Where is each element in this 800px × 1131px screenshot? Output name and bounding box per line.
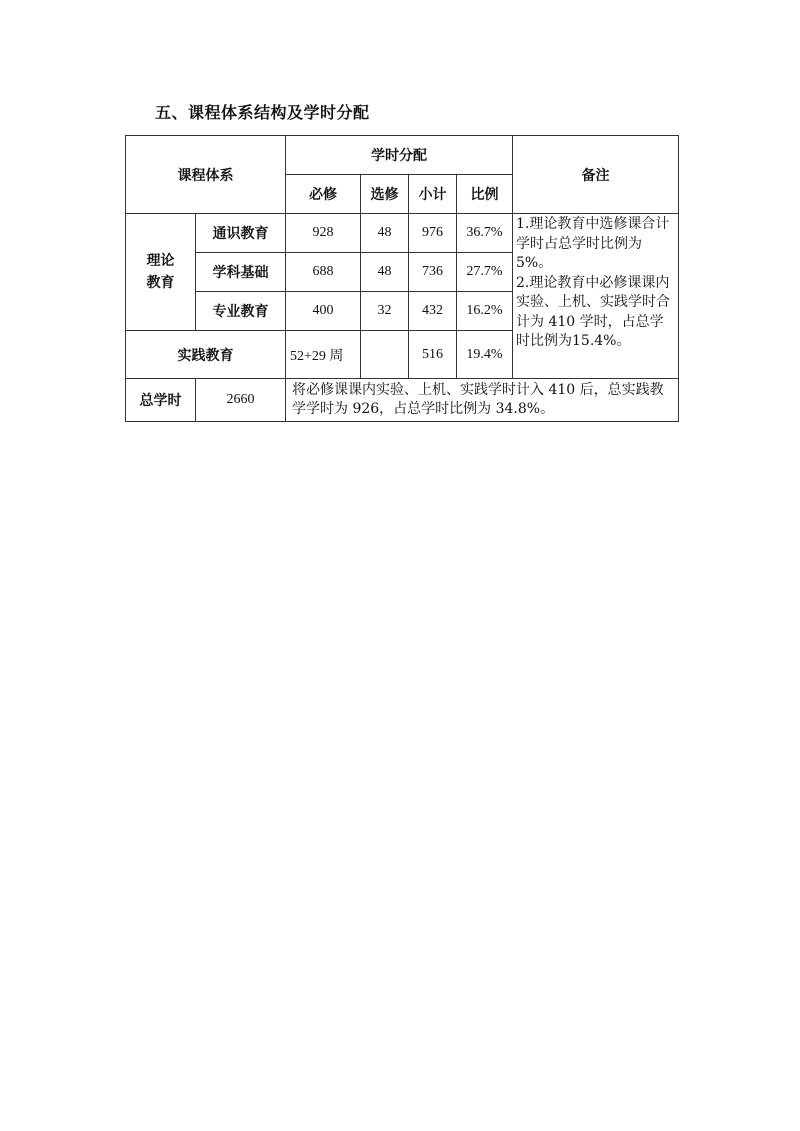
required-header: 必修 <box>286 175 361 214</box>
subtotal-cell: 432 <box>409 292 457 331</box>
hours-allocation-table <box>125 135 679 422</box>
ratio-cell: 36.7% <box>457 214 513 253</box>
practice-ratio: 19.4% <box>457 331 513 379</box>
section-title: 五、课程体系结构及学时分配 <box>155 103 370 122</box>
total-note: 将必修课课内实验、上机、实践学时计入 410 后，总实践教学学时为 926，占总学时比例为 34.8%。 <box>286 379 679 422</box>
total-label: 总学时 <box>126 379 196 422</box>
remark-note-2: 2.理论教育中必修课课内实验、上机、实践学时合计为 410 学时，占总学时比例为15.4%。 <box>516 274 670 349</box>
remark-note-1: 1.理论教育中选修课合计学时占总学时比例为 5%。 <box>516 216 670 271</box>
row-name: 通识教育 <box>196 214 286 253</box>
subtotal-header: 小计 <box>409 175 457 214</box>
table-row <box>126 214 679 253</box>
elective-cell: 48 <box>361 214 409 253</box>
ratio-cell: 27.7% <box>457 253 513 292</box>
theory-group-line2: 教育 <box>146 275 175 291</box>
row-name: 学科基础 <box>196 253 286 292</box>
practice-subtotal: 516 <box>409 331 457 379</box>
elective-cell: 32 <box>361 292 409 331</box>
practice-name: 实践教育 <box>126 331 286 379</box>
row-name: 专业教育 <box>196 292 286 331</box>
ratio-header: 比例 <box>457 175 513 214</box>
required-cell: 400 <box>286 292 361 331</box>
required-cell: 928 <box>286 214 361 253</box>
remarks-cell <box>513 214 679 379</box>
elective-cell: 48 <box>361 253 409 292</box>
hours-allocation-header: 学时分配 <box>286 136 513 175</box>
elective-header: 选修 <box>361 175 409 214</box>
theory-education-group <box>126 214 196 331</box>
total-value: 2660 <box>196 379 286 422</box>
theory-group-line1: 理论 <box>146 253 175 269</box>
practice-elective <box>361 331 409 379</box>
subtotal-cell: 976 <box>409 214 457 253</box>
practice-required: 52+29 周 <box>286 331 361 379</box>
required-cell: 688 <box>286 253 361 292</box>
total-row <box>126 379 679 422</box>
course-system-header: 课程体系 <box>126 136 286 214</box>
subtotal-cell: 736 <box>409 253 457 292</box>
remarks-header: 备注 <box>513 136 679 214</box>
header-row-1 <box>126 136 679 175</box>
ratio-cell: 16.2% <box>457 292 513 331</box>
